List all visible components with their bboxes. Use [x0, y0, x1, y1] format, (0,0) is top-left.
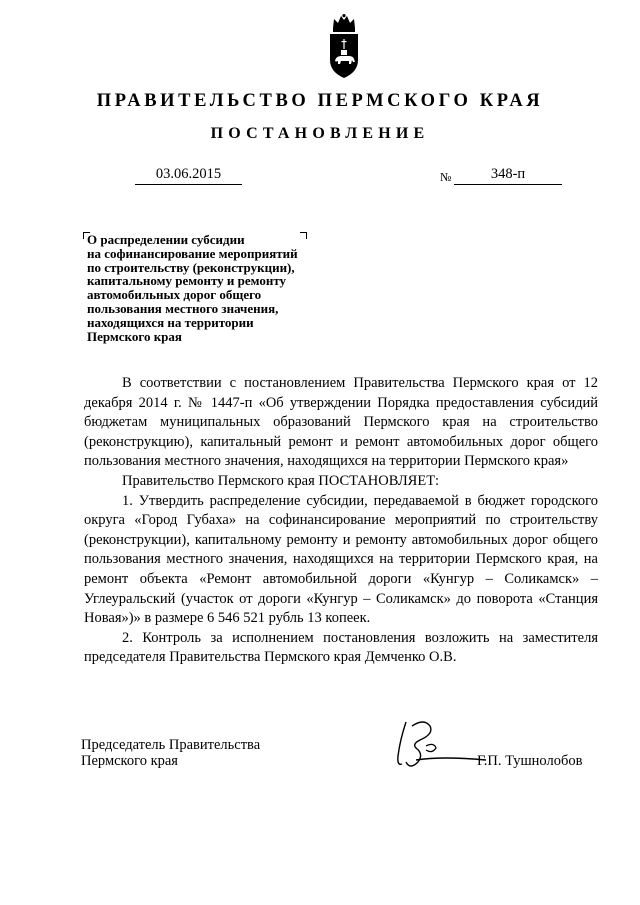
- subject-line: О распределении субсидии: [87, 232, 245, 247]
- subject-line: пользования местного значения,: [87, 300, 279, 316]
- coat-of-arms-icon: [327, 14, 361, 80]
- number-label: №: [440, 170, 452, 184]
- document-subject: [87, 233, 362, 343]
- position-line: Пермского края: [81, 752, 178, 769]
- body-paragraph-resolves: Правительство Пермского края ПОСТАНОВЛЯЕТ:: [122, 472, 440, 489]
- document-type: ПОСТАНОВЛЕНИЕ: [210, 125, 430, 142]
- subject-line: по строительству (реконструкции),: [87, 259, 295, 275]
- subject-line: находящихся на территории: [87, 314, 254, 330]
- document-date: 03.06.2015: [135, 165, 242, 185]
- subject-line: капитальному ремонту и ремонту: [87, 273, 287, 289]
- body-paragraph-item-2: 2. Контроль за исполнением постановления возложить на заместителя председателя Правительства Пермского края Демченко О.В.: [84, 629, 598, 666]
- subject-line: автомобильных дорог общего: [87, 287, 262, 303]
- document-number: 348-п: [454, 165, 562, 185]
- position-line: Председатель Правительства: [81, 737, 261, 753]
- document-body: [84, 374, 598, 668]
- government-title: ПРАВИТЕЛЬСТВО ПЕРМСКОГО КРАЯ: [96, 91, 544, 111]
- body-paragraph-item-1: 1. Утвердить распределение субсидии, передаваемой в бюджет городского округа «Город Губаха» на софинансирование мероприятий по строительству (реконструкции), капитальному ремонту и ремонту автомобильных дорог общего пользования местного значения, находящихся на территории Пермского края, на ремонт объекта «Ремонт автомобильной дороги «Кунгур – Соликамск» – Углеуральский (участок от дороги «Кунгур – Соликамск» до поворота «Станция Новая»)» в размере 6 546 521 рубль 13 копеек.: [84, 492, 598, 627]
- subject-line: Пермского края: [87, 328, 182, 344]
- signer-name: Г.П. Тушнолобов: [477, 753, 583, 769]
- subject-line: на софинансирование мероприятий: [87, 245, 298, 261]
- signatory-position: [81, 738, 260, 769]
- body-paragraph-preamble: В соответствии с постановлением Правительства Пермского края от 12 декабря 2014 г. № 1447-п «Об утверждении Порядка предоставления субсидий бюджетам муниципальных образований Пермского края на строительство (реконструкцию), капитальный ремонт и ремонт автомобильных дорог общего пользования местного значения, находящихся на территории Пермского края»: [84, 375, 598, 470]
